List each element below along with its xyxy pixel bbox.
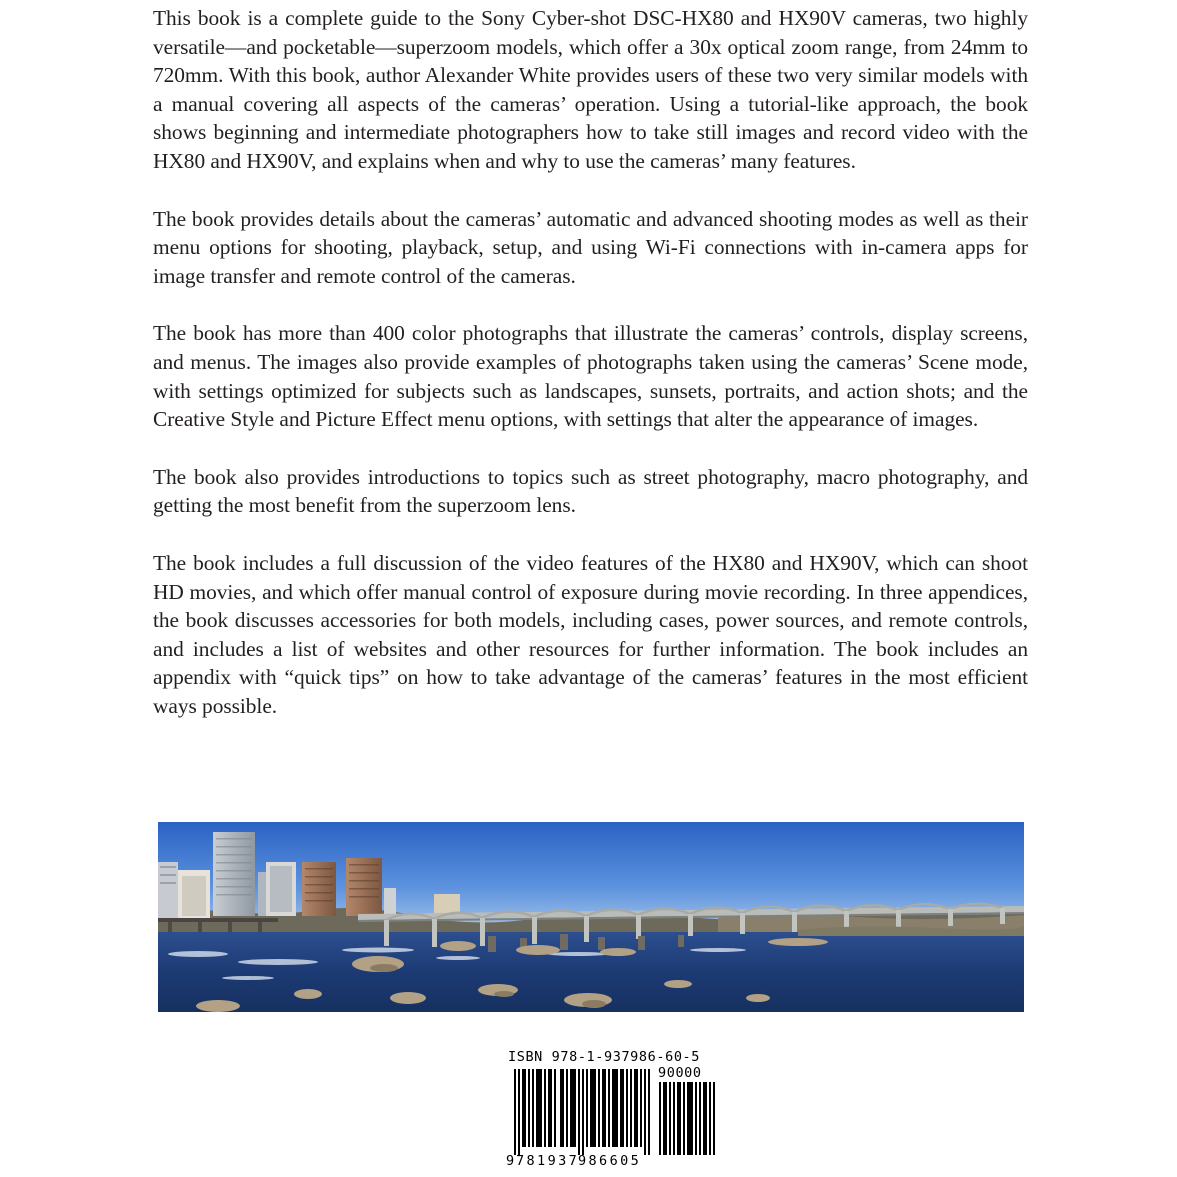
isbn-barcode (506, 1049, 720, 1171)
panorama-photo (158, 822, 1024, 1012)
isbn-label: ISBN 978-1-937986-60-5 (508, 1049, 701, 1065)
price-code: 90000 (658, 1065, 702, 1081)
ean13-bars (514, 1069, 654, 1155)
ean-first-digit: 9 (506, 1153, 515, 1169)
description-paragraph-2: The book provides details about the cameras’ automatic and advanced shooting modes as well as their menu options for shooting, playback, setup, and using Wi-Fi connections with in-camera apps for image transfer and remote control of the cameras. (153, 206, 1028, 288)
ean-digits (506, 1153, 641, 1169)
river-bridge-skyline-image (158, 822, 1024, 1012)
ean-left-digits: 781937 (516, 1153, 580, 1169)
description-paragraph-1: This book is a complete guide to the Sony Cyber-shot DSC-HX80 and HX90V cameras, two highly versatile—and pocketable—superzoom models, which offer a 30x optical zoom range, from 24mm to 720mm. With this book, author Alexander White provides users of these two very similar models with a manual covering all aspects of the cameras’ operation. Using a tutorial-like approach, the book shows beginning and intermediate photographers how to take still images and record video with the HX80 and HX90V, and explains when and why to use the cameras’ many features. (153, 6, 1028, 173)
addon-bars (659, 1082, 715, 1155)
description-paragraph-3: The book has more than 400 color photographs that illustrate the cameras’ controls, display screens, and menus. The images also provide examples of photographs taken using the cameras’ Scene mode, with settings optimized for subjects such as landscapes, sunsets, portraits, and action shots; and the Creative Style and Picture Effect menu options, with settings that alter the appearance of images. (153, 321, 1028, 432)
ean-right-digits: 986605 (578, 1153, 642, 1169)
back-cover-description (153, 4, 1028, 749)
description-paragraph-4: The book also provides introductions to topics such as street photography, macro photography, and getting the most benefit from the superzoom lens. (153, 464, 1028, 518)
description-paragraph-5: The book includes a full discussion of the video features of the HX80 and HX90V, which can shoot HD movies, and which offer manual control of exposure during movie recording. In three appendices, the book discusses accessories for both models, including cases, power sources, and remote controls, and includes a list of websites and other resources for further information. The book includes an appendix with “quick tips” on how to take advantage of the cameras’ features in the most efficient ways possible. (153, 550, 1028, 718)
